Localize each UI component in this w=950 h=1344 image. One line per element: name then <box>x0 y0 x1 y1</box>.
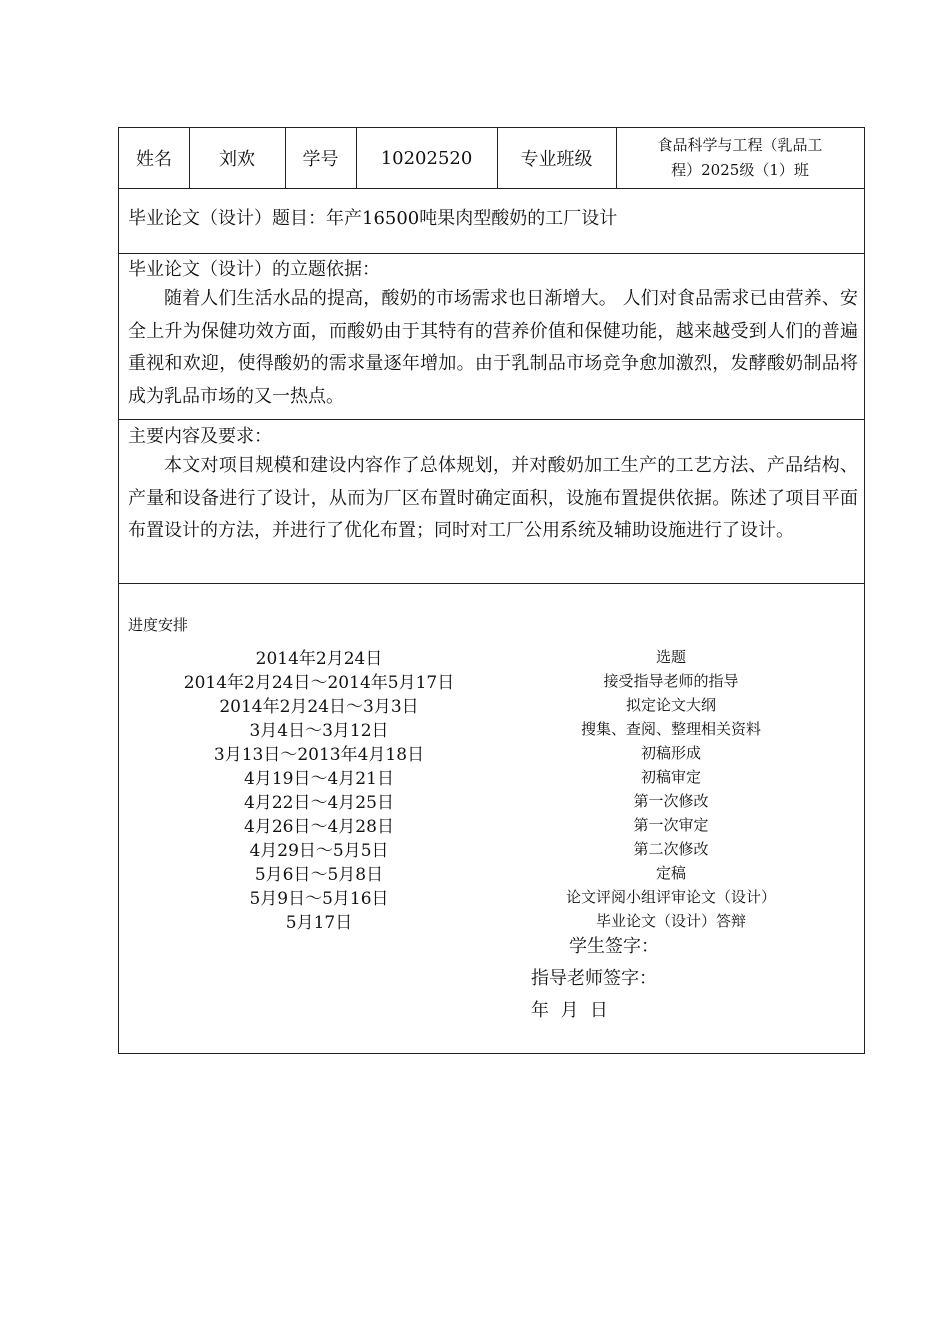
schedule-date: 2014年2月24日～3月3日 <box>219 697 419 717</box>
header-row <box>119 128 864 188</box>
schedule-date: 2014年2月24日 <box>255 649 383 669</box>
name-value: 刘欢 <box>219 149 255 170</box>
name-label: 姓名 <box>136 149 172 170</box>
schedule-task: 第一次修改 <box>633 792 709 810</box>
thesis-title: 毕业论文（设计）题目：年产16500吨果肉型酸奶的工厂设计 <box>128 208 618 229</box>
student-signature-label: 学生签字： <box>569 936 659 957</box>
schedule-task: 初稿形成 <box>640 744 701 762</box>
schedule-task: 接受指导老师的指导 <box>603 672 739 690</box>
signature-date: 年 月 日 <box>531 1000 608 1021</box>
schedule-task: 毕业论文（设计）答辩 <box>595 912 746 930</box>
content-label: 主要内容及要求： <box>128 426 272 447</box>
divider <box>119 253 864 254</box>
student-id-value: 10202520 <box>380 147 473 169</box>
schedule-date: 4月22日～4月25日 <box>244 793 394 813</box>
schedule-task: 第一次审定 <box>633 816 709 834</box>
schedule-date: 3月13日～2013年4月18日 <box>213 745 425 765</box>
schedule-date: 5月9日～5月16日 <box>249 889 389 909</box>
schedule-date: 4月26日～4月28日 <box>244 817 394 837</box>
divider <box>119 419 864 420</box>
divider <box>119 188 864 189</box>
advisor-signature-label: 指导老师签字： <box>531 968 657 989</box>
schedule-task: 定稿 <box>655 864 686 882</box>
divider <box>119 583 864 584</box>
schedule-date: 4月29日～5月5日 <box>249 841 389 861</box>
schedule-date: 3月4日～3月12日 <box>249 721 389 741</box>
schedule-date: 4月19日～4月21日 <box>244 769 394 789</box>
schedule-task: 选题 <box>655 648 686 666</box>
schedule-date: 2014年2月24日～2014年5月17日 <box>183 673 455 693</box>
class-value <box>616 128 864 188</box>
schedule-date: 5月17日 <box>285 913 353 933</box>
schedule-task: 论文评阅小组评审论文（设计） <box>565 888 776 906</box>
schedule-task: 搜集、查阅、整理相关资料 <box>580 720 761 738</box>
proposal-form <box>118 127 865 1054</box>
schedule-label: 进度安排 <box>128 616 189 634</box>
class-label: 专业班级 <box>520 149 593 170</box>
content-text: 本文对项目规模和建设内容作了总体规划，并对酸奶加工生产的工艺方法、产品结构、产量和设备进行了设计，从而为厂区布置时确定面积，设施布置提供依据。陈述了项目平面布置设计的方法，并进行了优化布置；同时对工厂公用系统及辅助设施进行了设计。 <box>128 455 858 541</box>
class-value-line1: 食品科学与工程（乳品工 <box>657 136 823 154</box>
basis-label: 毕业论文（设计）的立题依据： <box>128 259 380 280</box>
schedule-task: 第二次修改 <box>633 840 709 858</box>
student-id-label: 学号 <box>302 149 339 170</box>
schedule-task: 初稿审定 <box>640 768 701 786</box>
basis-text: 随着人们生活水品的提高，酸奶的市场需求也日渐增大。 人们对食品需求已由营养、安全上升为保健功效方面，而酸奶由于其特有的营养价值和保健功能，越来越受到人们的普遍重视和欢迎，使得酸奶的需求量逐年增加。由于乳制品市场竞争愈加激烈，发酵酸奶制品将成为乳品市场的又一热点。 <box>128 288 858 407</box>
class-value-line2: 程）2025级（1）班 <box>671 161 809 179</box>
schedule-task: 拟定论文大纲 <box>625 696 716 714</box>
schedule-date: 5月6日～5月8日 <box>254 865 384 885</box>
